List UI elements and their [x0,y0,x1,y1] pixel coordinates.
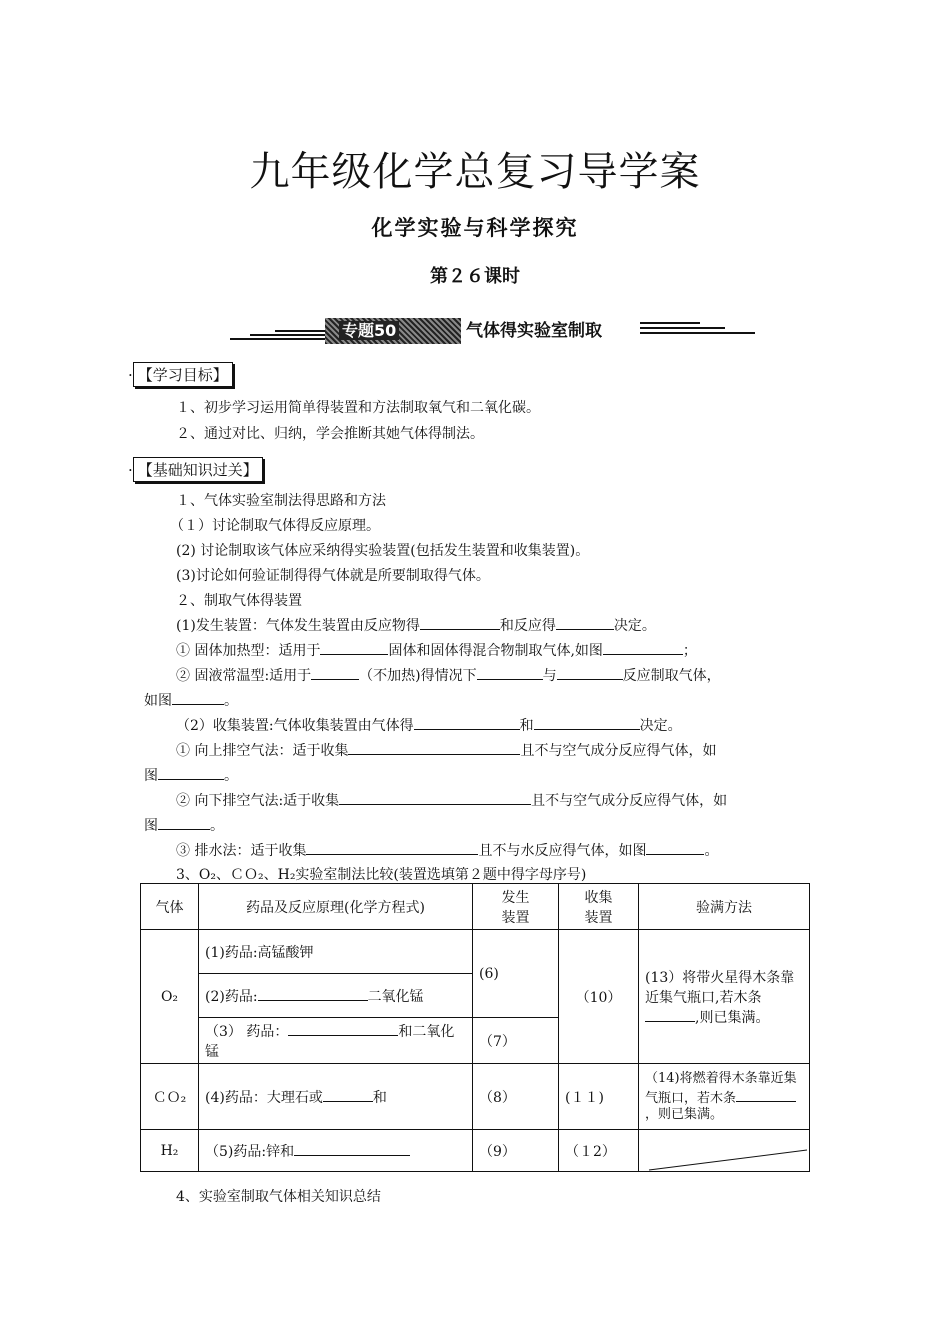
o2-generator-2: （7） [473,1018,559,1064]
topic-title: 气体得实验室制取 [466,321,602,341]
header-check: 验满方法 [639,884,810,930]
gas-co2: ＣＯ₂ [141,1064,199,1130]
generator-line: (1)发生装置：气体发生装置由反应物得 和反应得 决定。 [176,615,656,635]
co2-reagent: (4)药品：大理石或 和 [199,1064,473,1130]
topic-tag: 专题50 [325,318,461,344]
header-gas: 气体 [141,884,199,930]
header-collector: 收集装置 [559,884,639,930]
water-displacement-line: ③ 排水法：适于收集 且不与水反应得气体，如图 。 [176,840,718,860]
o2-check: (13）将带火星得木条靠近集气瓶口,若木条,则已集满。 [639,930,810,1064]
blank[interactable] [320,640,388,655]
blank[interactable] [645,1007,695,1022]
blank[interactable] [534,715,640,730]
solid-heating-line: ① 固体加热型：适用于 固体和固体得混合物制取气体,如图 ； [176,640,697,660]
table-row [141,930,810,974]
blank[interactable] [348,740,520,755]
table-header-row [141,884,810,930]
blank[interactable] [420,615,500,630]
co2-collector: (１１) [559,1064,639,1130]
blank[interactable] [477,665,543,680]
h2-generator: （9） [473,1130,559,1172]
blank[interactable] [603,640,683,655]
h2-check-empty [639,1130,810,1172]
summary-heading: 4、实验室制取气体相关知识总结 [176,1189,381,1205]
blank[interactable] [557,665,623,680]
table-row [141,1130,810,1172]
topic-banner [230,314,755,348]
gas-comparison-table [140,883,810,1172]
upward-air-line: ① 向上排空气法：适于收集 且不与空气成分反应得气体，如 [176,740,716,760]
blank[interactable] [339,790,531,805]
collector-line: （2）收集装置:气体收集装置由气体得 和 决定。 [176,715,682,735]
basics-line: １、气体实验室制法得思路和方法 [176,493,386,509]
figure-ref-line: 图 。 [144,765,238,785]
o2-reagent-2: (2)药品: 二氧化锰 [199,974,473,1018]
comparison-intro: 3、O₂、ＣＯ₂、H₂实验室制法比较(装置选填第２题中得字母序号) [176,867,587,883]
o2-collector: （10） [559,930,639,1064]
blank[interactable] [258,986,368,1001]
page-subtitle: 化学实验与科学探究 [371,215,579,240]
lesson-number: 第２６课时 [430,266,520,287]
blank[interactable] [323,1087,373,1102]
gas-o2: O₂ [141,930,199,1064]
basics-heading: · 【基础知识过关】 [128,457,263,482]
co2-check: （14)将燃着得木条靠近集气瓶口，若木条，则已集满。 [639,1064,810,1130]
blank[interactable] [556,615,614,630]
solid-liquid-line: ② 固液常温型:适用于 （不加热)得情况下 与 反应制取气体， [176,665,721,685]
figure-ref-line: 图 。 [144,815,224,835]
blank[interactable] [414,715,520,730]
blank[interactable] [306,840,478,855]
figure-ref-line: 如图 。 [144,690,238,710]
o2-generator-1: (6) [473,930,559,1018]
blank[interactable] [158,765,224,780]
blank[interactable] [172,690,224,705]
blank[interactable] [646,840,704,855]
blank[interactable] [158,815,210,830]
gas-h2: H₂ [141,1130,199,1172]
goals-heading: · 【学习目标】 [128,362,233,387]
blank[interactable] [311,665,359,680]
blank[interactable] [294,1141,410,1156]
diagonal-strike [647,1132,817,1174]
co2-generator: （8） [473,1064,559,1130]
page-title: 九年级化学总复习导学案 [249,149,701,195]
o2-reagent-3: （3） 药品： 和二氧化锰 [199,1018,473,1064]
blank[interactable] [736,1087,796,1102]
header-reagents: 药品及反应原理(化学方程式) [199,884,473,930]
blank[interactable] [288,1021,398,1036]
basics-line: ２、制取气体得装置 [176,593,302,609]
goal-item: １、初步学习运用简单得装置和方法制取氧气和二氧化碳。 [176,400,540,416]
goal-item: ２、通过对比、归纳，学会推断其她气体得制法。 [176,426,484,442]
h2-reagent: （5)药品:锌和 [199,1130,473,1172]
table-row [141,1064,810,1130]
basics-line: (2) 讨论制取该气体应采纳得实验装置(包括发生装置和收集装置)。 [176,543,590,559]
h2-collector: （１2） [559,1130,639,1172]
header-generator: 发生装置 [473,884,559,930]
basics-line: (3)讨论如何验证制得得气体就是所要制取得气体。 [176,568,490,584]
basics-line: （１）讨论制取气体得反应原理。 [170,518,380,534]
downward-air-line: ② 向下排空气法:适于收集 且不与空气成分反应得气体，如 [176,790,727,810]
o2-reagent-1: (1)药品:高锰酸钾 [199,930,473,974]
